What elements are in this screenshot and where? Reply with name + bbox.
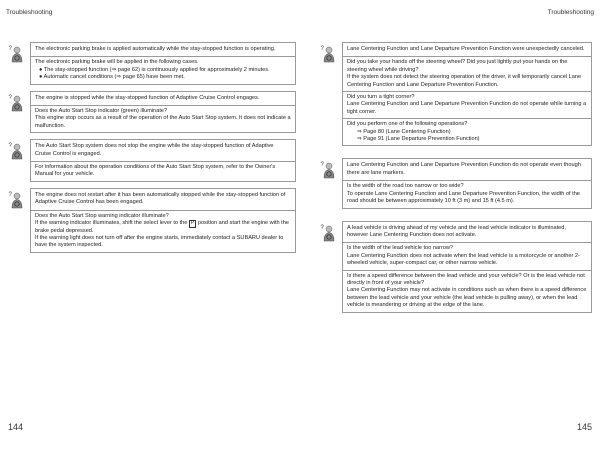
faq-question: The electronic parking brake is applied automatically while the stay-stopped function is operating. bbox=[35, 46, 276, 52]
driver-question-icon bbox=[6, 43, 26, 63]
answer-line: To operate Lane Centering Function and Lane Departure Prevention Function, the width of the road should be between approximately 10 ft (3 m) and 15 ft (4.5 m). bbox=[347, 190, 580, 205]
answer-text: If the warning indicator illuminates, shift the select lever to the bbox=[35, 220, 188, 227]
answer-bullet: ● The stay-stopped function (⇒ page 62) is continuously applied for approximately 2 minutes. bbox=[39, 66, 270, 73]
faq-box bbox=[30, 139, 296, 182]
faq-answer bbox=[343, 118, 591, 145]
faq-box bbox=[342, 158, 592, 208]
answer-line: Is the width of the road too narrow or too wide? bbox=[347, 183, 464, 190]
answer-line: For information about the operation conditions of the Auto Start Stop system, refer to the Owner's Manual for your vehicle. bbox=[35, 164, 276, 178]
answer-line: Did you perform one of the following operations? bbox=[347, 121, 468, 128]
driver-question-icon bbox=[6, 92, 26, 112]
faq-answer bbox=[31, 56, 295, 83]
faq-answer bbox=[31, 105, 295, 132]
driver-question-icon bbox=[318, 222, 338, 242]
faq-box bbox=[30, 91, 296, 134]
answer-line: Does the Auto Start Stop warning indicator illuminate? bbox=[35, 212, 169, 219]
faq-box bbox=[30, 42, 296, 85]
faq-question: A lead vehicle is driving ahead of my vehicle and the lead vehicle indicator is illuminated, however Lane Centering Function does not activate. bbox=[347, 224, 566, 238]
answer-line: If the system does not detect the steering operation of the driver, it will temporarily cancel Lane Centering Function and Lane Departure Prevention Function. bbox=[347, 74, 582, 88]
faq-answer bbox=[343, 242, 591, 269]
page-header-left: Troubleshooting bbox=[6, 9, 53, 16]
faq-answer bbox=[343, 180, 591, 207]
faq-answer bbox=[343, 270, 591, 312]
left-column bbox=[6, 42, 296, 259]
answer-line: The electronic parking brake will be applied in the following cases. bbox=[35, 59, 199, 66]
faq-question: The engine does not restart after it has been automatically stopped while the stay-stopped function of Adaptive Cruise Control has been engaged. bbox=[35, 191, 286, 206]
park-position-key: P bbox=[190, 220, 195, 227]
faq-box bbox=[342, 42, 592, 146]
faq-answer bbox=[343, 56, 591, 91]
answer-line: Lane Centering Function may not activate in conditions such as when there is a speed difference between the lead vehicle and your vehicle (the lead vehicle is pulling away), or when the lead vehicle is meandering or driving at the edge of the lane. bbox=[347, 287, 587, 309]
driver-question-icon bbox=[318, 159, 338, 179]
page-header-right: Troubleshooting bbox=[547, 9, 594, 16]
driver-question-icon bbox=[6, 140, 26, 160]
answer-line: Lane Centering Function does not activate when the lead vehicle is a motorcycle or another 2-wheeled vehicle, super-compact car, or other narrow vehicle. bbox=[347, 252, 580, 267]
answer-line: If the warning light does not turn off after the engine starts, immediately contact a SUBARU dealer to have the system inspected. bbox=[35, 235, 284, 249]
answer-line: Did you turn a tight corner? bbox=[347, 94, 415, 101]
page-number-right: 145 bbox=[576, 422, 592, 432]
faq-item bbox=[6, 91, 296, 134]
faq-item bbox=[318, 42, 592, 146]
faq-item bbox=[318, 158, 592, 208]
answer-line: Is there a speed difference between the lead vehicle and your vehicle? Or is the lead vehicle not directly in front of your vehicle? bbox=[347, 272, 585, 286]
faq-item bbox=[6, 188, 296, 253]
faq-question: Lane Centering Function and Lane Departure Prevention Function do not operate even though there are lane markers. bbox=[347, 162, 581, 176]
answer-line: Is the width of the lead vehicle too narrow? bbox=[347, 245, 454, 252]
right-column bbox=[318, 42, 592, 319]
page-number-left: 144 bbox=[8, 422, 24, 432]
faq-question: The engine is stopped while the stay-stopped function of Adaptive Cruise Control engages. bbox=[35, 94, 260, 101]
faq-answer bbox=[31, 161, 295, 181]
answer-text: position and start the engine with the brake pedal depressed. bbox=[35, 220, 289, 234]
faq-question: Lane Centering Function and Lane Departure Prevention Function were unexpectedly canceled. bbox=[347, 46, 585, 52]
answer-line: Lane Centering Function and Lane Departure Prevention Function do not operate while turning a tight corner. bbox=[347, 101, 587, 115]
driver-question-icon bbox=[6, 189, 26, 209]
faq-item bbox=[6, 139, 296, 182]
faq-answer bbox=[343, 91, 591, 118]
faq-box bbox=[30, 188, 296, 253]
page-reference: ⇒ Page 80 (Lane Centering Function) bbox=[357, 128, 451, 135]
faq-answer bbox=[31, 210, 295, 252]
faq-question: The Auto Start Stop system does not stop the engine while the stay-stopped function of Adaptive Cruise Control is engaged. bbox=[35, 143, 274, 157]
answer-line: Did you take your hands off the steering wheel? Did you just lightly put your hands on the steering wheel while driving? bbox=[347, 59, 568, 73]
faq-box bbox=[342, 221, 592, 313]
answer-bullet: ● Automatic cancel conditions (⇒ page 65) have been met. bbox=[39, 74, 185, 81]
answer-line: Does the Auto Start Stop indicator (green) illuminate? bbox=[35, 108, 168, 115]
answer-line bbox=[35, 220, 291, 235]
page-reference: ⇒ Page 91 (Lane Departure Prevention Function) bbox=[357, 136, 480, 143]
faq-item bbox=[318, 221, 592, 313]
faq-item bbox=[6, 42, 296, 85]
answer-line: This engine stop occurs as a result of the operation of the Auto Start Stop system. It does not indicate a malfunction. bbox=[35, 115, 291, 129]
driver-question-icon bbox=[318, 43, 338, 63]
